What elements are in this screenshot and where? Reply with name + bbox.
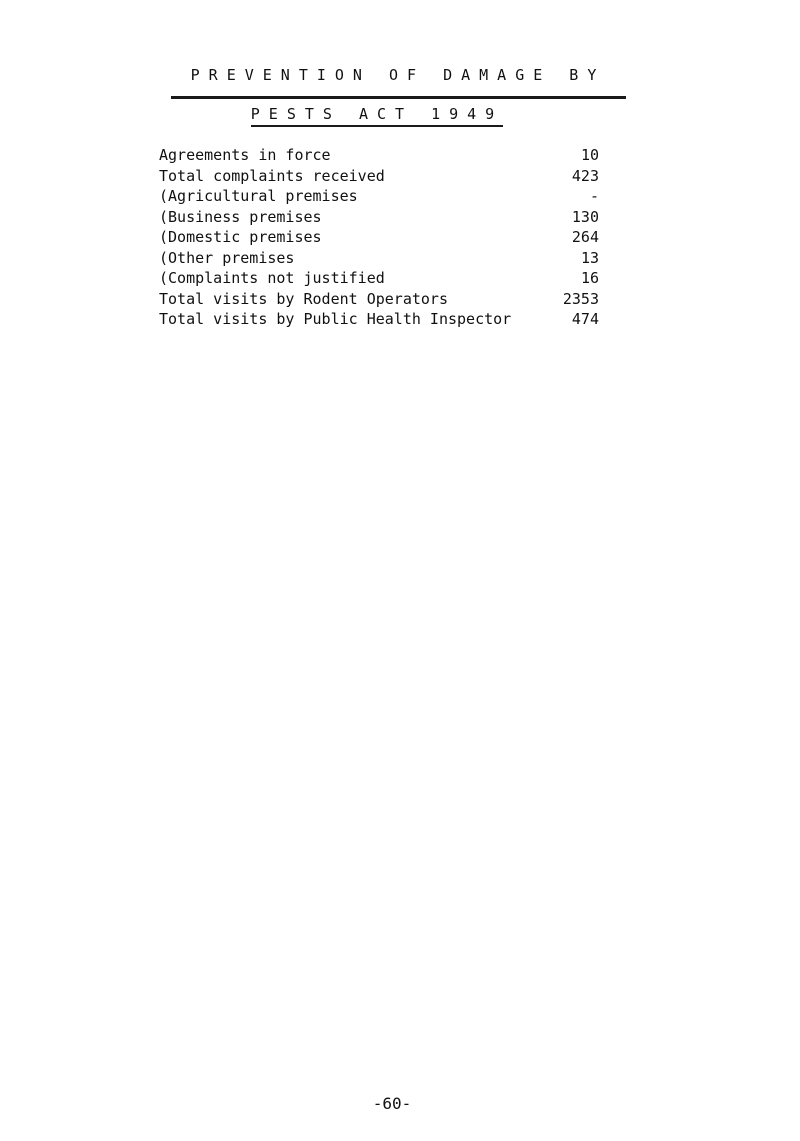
stat-label: Total visits by Public Health Inspector [159,310,512,328]
stat-row [159,289,599,310]
title-line-1 [0,66,798,84]
title-text-2: PESTS ACT 1949 [251,105,503,127]
stat-value: 423 [571,166,599,185]
stat-value: 16 [580,269,599,287]
stat-value: 2353 [562,289,599,308]
stat-row [159,186,599,207]
stat-value: 264 [571,228,599,246]
stat-row [159,166,599,187]
page-footer [0,1094,800,1113]
title-rule [171,96,626,99]
stat-label: Agreements in force [159,146,331,164]
stat-row [159,207,599,228]
stat-row [159,145,599,166]
stat-value: 474 [571,310,599,328]
stat-label: (Agricultural premises [159,187,358,205]
stat-value: - [589,187,599,205]
stat-row [159,309,599,330]
stat-row [159,227,599,248]
stat-value: 10 [580,146,599,164]
stat-label: (Complaints not justified [159,269,385,287]
stat-label: (Domestic premises [159,228,322,246]
stat-row [159,248,599,269]
stat-label: (Other premises [159,248,295,267]
stat-label: Total complaints received [159,166,385,185]
stat-row [159,268,599,289]
stat-value: 130 [571,207,599,226]
stat-value: 13 [580,248,599,267]
page-number: -60- [372,1094,412,1113]
stat-label: Total visits by Rodent Operators [159,289,448,308]
title-text-1: PREVENTION OF DAMAGE BY [190,66,606,84]
statistics-list [159,145,599,330]
stat-label: (Business premises [159,207,322,226]
title-line-2 [0,105,777,123]
